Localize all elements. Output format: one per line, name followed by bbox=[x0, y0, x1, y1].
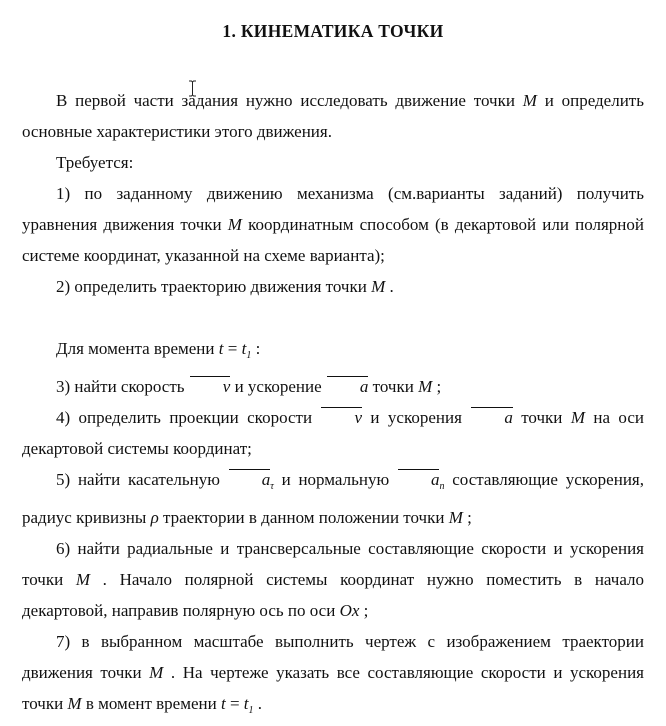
task-item-6: 6) найти радиальные и трансверсальные составляющие скорости и ускорения точки M . Начало полярной системы координат нужно поместить в начало декартовой, направив полярную ось по оси Ox ; bbox=[22, 539, 645, 620]
task-item-2: 2) определить траекторию движения точки M . bbox=[56, 277, 394, 296]
section-title: 1. КИНЕМАТИКА ТОЧКИ bbox=[222, 21, 444, 41]
point-m-symbol: M bbox=[75, 570, 91, 589]
point-m-symbol: M bbox=[570, 408, 585, 427]
point-m-symbol: M bbox=[227, 215, 242, 234]
task-item-7: 7) в выбранном масштабе выполнить чертеж с изображением траектории движения точки M . На чертеже указать все составляющие скорости и ускорения точки M в момент времени $t = t_1$ . bbox=[22, 632, 644, 716]
text-cursor-icon bbox=[188, 80, 197, 97]
task-item-3: 3) найти скорость v и ускорение a точки M ; bbox=[22, 371, 644, 402]
axis-ox-symbol: Ox bbox=[339, 601, 360, 620]
velocity-vector-symbol: v bbox=[320, 402, 362, 433]
spacer bbox=[22, 302, 644, 333]
point-m-symbol: M bbox=[371, 277, 386, 296]
required-label: Требуется: bbox=[56, 153, 134, 172]
velocity-vector-symbol: v bbox=[189, 371, 231, 402]
point-m-symbol: M bbox=[149, 663, 164, 682]
acceleration-vector-symbol: a bbox=[470, 402, 513, 433]
point-m-symbol: M bbox=[448, 508, 463, 527]
time-formula: $t = t_1$ bbox=[220, 694, 254, 716]
time-moment-line: Для момента времени $t = t_1$ : bbox=[56, 339, 261, 361]
time-formula: $t = t_1$ bbox=[218, 339, 252, 361]
point-m-symbol: M bbox=[67, 694, 82, 713]
normal-acceleration-symbol: a bbox=[397, 464, 440, 495]
intro-paragraph: В первой части задания нужно исследовать движение точки M и определить основные характеристики этого движения. bbox=[22, 91, 644, 141]
point-m-symbol: M bbox=[522, 91, 537, 110]
acceleration-vector-symbol: a bbox=[326, 371, 369, 402]
tangential-acceleration-symbol: a bbox=[228, 464, 271, 495]
task-item-5: 5) найти касательную $a_\tau$ и нормальную $a_n$ составляющие ускорения, радиус кривизны ρ траектории в данном положении точки M ; bbox=[22, 464, 644, 533]
point-m-symbol: M bbox=[418, 377, 433, 396]
curvature-radius-symbol: ρ bbox=[150, 508, 159, 527]
task-item-1: 1) по заданному движению механизма (см.варианты заданий) получить уравнения движения точки M координатным способом (в декартовой или полярной системе координат, указанной на схеме варианта); bbox=[22, 184, 644, 265]
task-item-4: 4) определить проекции скорости v и ускорения a точки M на оси декартовой системы координат; bbox=[22, 402, 644, 464]
